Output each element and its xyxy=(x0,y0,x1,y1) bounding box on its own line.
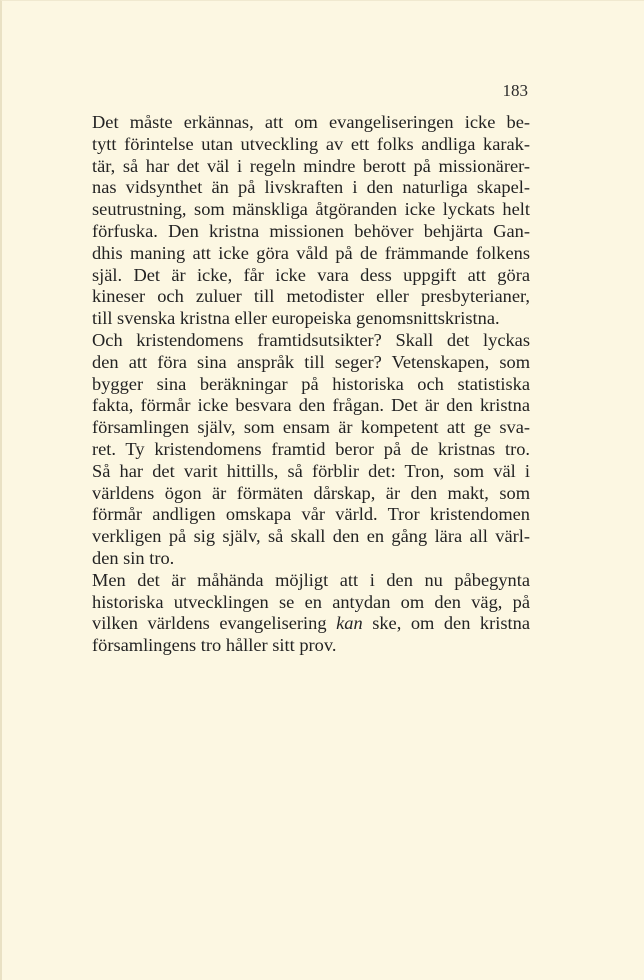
text-line: Det måste erkännas, att om evangeliseringen icke be- xyxy=(92,112,530,132)
text-line: församlingens tro håller sitt prov. xyxy=(92,635,337,656)
text-line: Så har det varit hittills, så förblir det: Tron, som väl i xyxy=(92,460,530,481)
body-text xyxy=(92,112,530,657)
text-line: förmår andligen omskapa vår värld. Tror kristendomen xyxy=(92,504,530,525)
text-line: nas vidsynthet än på livskraften i den naturliga skapel- xyxy=(92,177,530,198)
text-line: dhis maning att icke göra våld på de främmande folkens xyxy=(92,242,530,263)
text-line: historiska utvecklingen se en antydan om den väg, på xyxy=(92,591,530,612)
text-line: Men det är måhända möjligt att i den nu påbegynta xyxy=(92,569,530,590)
text-line: världens ögon är förmäten dårskap, är den makt, som xyxy=(92,482,530,503)
text-line: församlingen själv, som ensam är kompetent att ge sva- xyxy=(92,417,530,438)
text-line: verkligen på sig själv, så skall den en gång lära all värl- xyxy=(92,526,530,547)
italic-word: kan xyxy=(336,613,363,634)
text-line: seutrustning, som mänskliga åtgöranden icke lyckats helt xyxy=(92,199,530,220)
text-line: ret. Ty kristendomens framtid beror på de kristnas tro. xyxy=(92,438,530,459)
text-line: bygger sina beräkningar på historiska och statistiska xyxy=(92,373,530,394)
text-segment: ske, om den kristna xyxy=(372,613,530,634)
text-line: Och kristendomens framtidsutsikter? Skall det lyckas xyxy=(92,329,530,350)
text-line: tytt förintelse utan utveckling av ett folks andliga karak- xyxy=(92,133,530,154)
text-line-with-italic xyxy=(92,613,530,635)
page-number: 183 xyxy=(502,81,528,100)
text-line: kineser och zuluer till metodister eller presbyterianer, xyxy=(92,286,530,307)
text-line: fakta, förmår icke besvara den frågan. Det är den kristna xyxy=(92,395,530,416)
text-segment: vilken världens evangelisering xyxy=(92,613,327,634)
text-line: till svenska kristna eller europeiska genomsnittskristna. xyxy=(92,308,500,329)
text-line: den sin tro. xyxy=(92,547,175,568)
text-line: den att föra sina anspråk till seger? Vetenskapen, som xyxy=(92,351,530,372)
text-line: förfuska. Den kristna missionen behöver behjärta Gan- xyxy=(92,220,530,241)
text-line: själ. Det är icke, får icke vara dess uppgift att göra xyxy=(92,264,530,285)
text-line: tär, så har det väl i regeln mindre berott på missionärer- xyxy=(92,155,530,176)
